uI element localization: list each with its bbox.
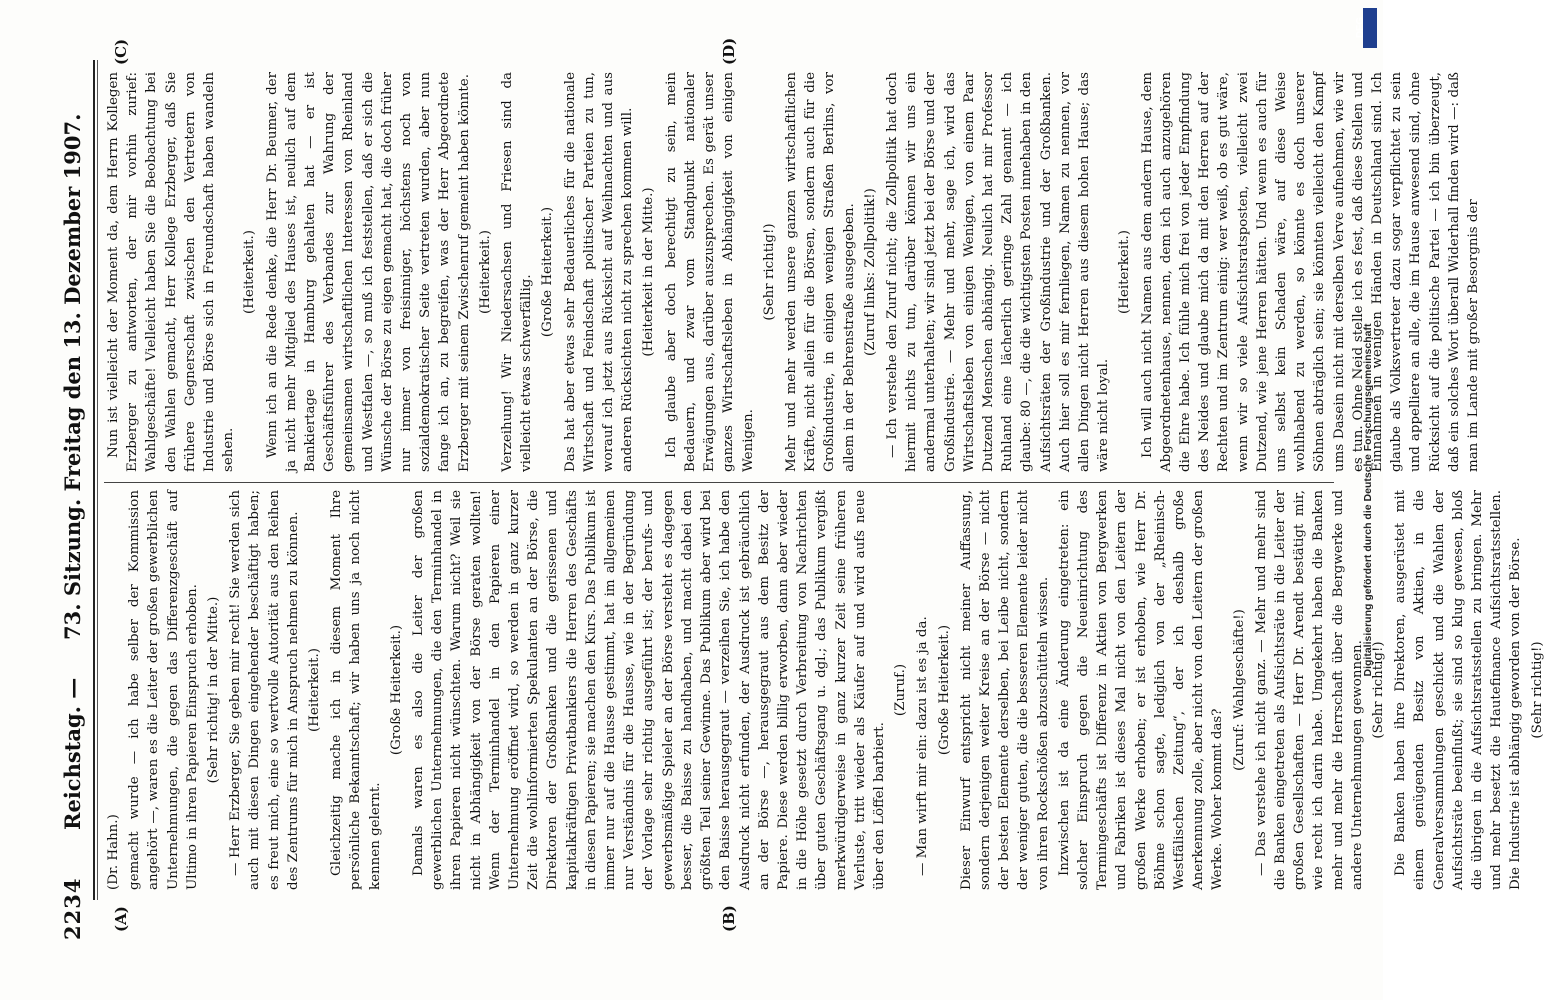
header-rule-thin	[97, 60, 98, 900]
paragraph: — Ich verstehe den Zuruf nicht; die Zollpolitik hat doch hiermit nichts zu tun, darüber können wir uns ein andermal unterhalten; wir sind jetzt bei der Börse und der Großindustrie. — Mehr und mehr, sage ich, wird das Wirtschaftsleben von einigen Wenigen, von einem Paar Dutzend Menschen abhängig. Neulich hat mir Professor Ruhland eine lächerlich geringe Zahl genannt — ich glaube: 80 —, die die wichtigsten Posten innehaben in den Aufsichtsräten der Großindustrie und der Großbanken. Auch hier soll es mir fernliegen, Namen zu nennen, vor allen Dingen nicht Herren aus diesem hohen Hause; das wäre nicht loyal.	[884, 72, 1112, 472]
paragraph: Nun ist vielleicht der Moment da, dem Herrn Kollegen Erzberger zu antworten, der mir vorhin zurief: Wahlgeschäfte! Vielleicht haben Sie die Beobachtung bei den Wahlen gemacht, Herr Kollege Erzberger, daß Sie frühere Gegnerschaft zwischen den Vertretern von Industrie und Börse sich in Freundschaft haben wandeln sehen.	[106, 72, 237, 472]
paragraph: Verzeihung! Wir Niedersachsen und Friesen sind da vielleicht etwas schwerfällig.	[500, 72, 535, 472]
paragraph: Mehr und mehr werden unsere ganzen wirtschaftlichen Kräfte, nicht allein für die Börsen, sondern auch für die Großindustrie, in einigen wenigen Straßen Berlins, vor allem in der Behrenstraße ausgegeben.	[783, 72, 857, 472]
paragraph: Das hat aber etwas sehr Bedauerliches für die nationale Wirtschaft und Feindschaft politischer Parteien zu tun, worauf ich jetzt aus Rücksicht auf Weihnachten und aus anderen Rücksichten nicht zu sprechen kommen will.	[562, 72, 636, 472]
paragraph: Die Banken haben ihre Direktoren, ausgerüstet mit einem genügenden Besitz von Aktien, in die Generalversammlungen geschickt und die Wahlen der Aufsichtsräte beeinflußt; sie sind so klug gewesen, bloß die übrigen in die Aufsichtsratsstellen zu bringen. Mehr und mehr besetzt die Hautefinance Aufsichtsratsstellen. Die Industrie ist abhängig geworden von der Börse.	[1393, 490, 1524, 890]
paragraph: Gleichzeitig mache ich in diesem Moment Ihre persönliche Bekanntschaft; wir haben uns ja noch nicht kennen gelernt.	[329, 490, 383, 890]
dfg-logo-text: DFG	[1355, 16, 1367, 39]
paragraph: — Das verstehe ich nicht ganz. — Mehr und mehr sind die Banken eingetreten als Aufsichtsräte in die Leiter der großen Gesellschaften — Herr Dr. Arendt bestätigt mir, wie recht ich darin habe. Umgekehrt haben die Banken mehr und mehr die Herrschaft über die Bergwerke und andere Unternehmungen gewonnen.	[1253, 490, 1365, 890]
paragraph: Ich will auch nicht Namen aus dem andern Hause, dem Abgeordnetenhause, nennen, dem ich auch anzugehören die Ehre habe. Ich fühle mich frei von jeder Empfindung des Neides und glaube mich da mit den Herren auf der Rechten und im Zentrum einig: wer weiß, ob es gut wäre, wenn wir so viele Aufsichtsratsposten, vielleicht zwei Dutzend, wie jene Herren hätten. Und wenn es auch für uns selbst kein Schaden wäre, auf diese Weise wohlhabend zu werden, so könnte es doch unserer Söhnen abträglich sein; sie könnten vielleicht den Kampf ums Dasein nicht mit derselben Verve aufnehmen, wie wir es tun. Ohne Neid stelle ich es fest, daß diese Stellen und Einnahmen in wenigen Händen in Deutschland sind. Ich glaube als Volksvertreter dazu sogar verpflichtet zu sein und appelliere an alle, die im Hause anwesend sind, ohne Rücksicht auf die politische Partei — ich bin überzeugt, daß ein solches Wort überall Widerhall finden wird —: daß man im Lande mit großer Besorgnis der	[1139, 72, 1482, 472]
digitization-credit: Digitalisierung gefördert durch die Deutsche Forschungsgemeinschaft	[1362, 323, 1374, 677]
interjection: (Heiterkeit.)	[1117, 230, 1133, 314]
interjection: (Sehr richtig!)	[1371, 641, 1386, 739]
paragraph: gemacht wurde — ich habe selber der Kommission angehört —, waren es die Leiter der großen gewerblichen Unternehmungen, die gegen das Differenzgeschäft auf Ultimo in ihren Papieren Einspruch erhoben.	[127, 490, 200, 890]
header-session-date: 73. Sitzung. Freitag den 13. Dezember 1907.	[60, 113, 85, 640]
page-number: 2234	[60, 877, 85, 940]
margin-mark-c: (C)	[112, 38, 130, 65]
interjection: (Zuruf links: Zollpolitik!)	[862, 188, 878, 356]
interjection: (Sehr richtig!)	[1529, 641, 1545, 739]
header-journal: Reichstag. —	[60, 677, 85, 830]
interjection: (Zuruf: Wahlgeschäfte!)	[1231, 609, 1247, 771]
margin-mark-b: (B)	[720, 905, 738, 932]
header-rule	[93, 60, 95, 900]
margin-mark-d: (D)	[720, 37, 738, 65]
paragraph: (Dr. Hahn.)	[106, 814, 121, 890]
interjection: (Sehr richtig! in der Mitte.)	[206, 596, 222, 784]
page-header	[52, 60, 92, 940]
interjection: (Große Heiterkeit.)	[388, 624, 404, 756]
interjection: (Zuruf.)	[893, 663, 909, 717]
paragraph: Wenn ich an die Rede denke, die Herr Dr. Beumer, der ja nicht mehr Mitglied des Hauses ist, neulich auf dem Bankiertage in Hamburg gehalten hat — er ist Geschäftsführer des Verbandes zur Wahrung der gemeinsamen wirtschaftlichen Interessen von Rheinland und Westfalen —, so muß ich feststellen, daß er sich die Wünsche der Börse zu eigen gemacht hat, die doch früher nur immer von freisinniger, höchstens noch von sozialdemokratischer Seite vertreten wurden, aber nun fange ich an, zu begreifen, was der Herr Abgeordnete Erzberger mit seinem Zwischenruf gemeint haben könnte.	[264, 72, 472, 472]
paragraph: — Herr Erzberger, Sie geben mir recht! Sie werden sich auch mit diesen Dingen eingehender beschäftigt haben; es freut mich, eine so wertvolle Autorität aus den Reihen des Zentrums für mich in Anspruch nehmen zu können.	[228, 490, 301, 890]
interjection: (Heiterkeit in der Mitte.)	[641, 187, 657, 357]
paragraph: — Man wirft mir ein: dazu ist es ja da.	[915, 616, 931, 876]
paragraph: Dieser Einwurf entspricht nicht meiner Auffassung, sondern derjenigen weiter Kreise an der Börse — nicht der besten Elemente derselben, bei Leibe nicht, sondern der weniger guten, die die besseren Elemente leider nicht von ihren Rockschößen abzuschütteln wissen.	[958, 490, 1051, 890]
interjection: (Große Heiterkeit.)	[936, 624, 952, 756]
interjection: (Heiterkeit.)	[307, 648, 323, 732]
right-text-column	[104, 72, 1482, 472]
paragraph: Damals waren es also die Leiter der großen gewerblichen Unternehmungen, die den Terminhandel in ihren Papieren nicht wünschten. Warum nicht? Weil sie nicht in Abhängigkeit von der Börse geraten wollten! Wenn der Terminhandel in den Papieren einer Unternehmung eröffnet wird, so werden in ganz kurzer Zeit die wohlinformierten Spekulanten an der Börse, die Direktoren der Großbanken und die gerissenen und kapitalkräftigen Privatbankiers die Herren des Geschäfts in diesen Papieren; sie machen den Kurs. Das Publikum ist immer nur auf die Hausse gestimmt, hat im allgemeinen nur Verständnis für die Hausse, wie in der Begründung der Vorlage sehr richtig ausgeführt ist; der berufs- und gewerbsmäßige Spieler an der Börse versteht es dagegen besser, die Baisse zu handhaben, und macht dabei den größten Teil seiner Gewinne. Das Publikum aber wird bei den Baisse herausgegraut — verzeihen Sie, ich habe den Ausdruck nicht erfunden, der Ausdruck ist gebräuchlich an der Börse —, herausgegraut aus dem Besitz der Papiere. Diese werden billig erworben, dann aber wieder in die Höhe gesetzt durch Verbreitung von Nachrichten über guten Geschäftsgang u. dgl.; das Publikum vergißt merkwürdigerweise in ganz kurzer Zeit seine früheren Verluste, tritt wieder als Käufer auf und wird aufs neue über den Löffel barbiert.	[411, 490, 887, 890]
interjection: (Heiterkeit.)	[242, 230, 258, 314]
interjection: (Heiterkeit.)	[477, 230, 493, 314]
interjection: (Große Heiterkeit.)	[540, 206, 556, 338]
margin-mark-a: (A)	[112, 906, 130, 932]
paragraph: Ich glaube aber doch berechtigt zu sein, mein Bedauern, und zwar vom Standpunkt nationaler Erwägungen aus, darüber auszusprechen. Es gerät unser ganzes Wirtschaftsleben in Abhängigkeit von einigen Wenigen.	[663, 72, 756, 472]
interjection: (Sehr richtig!)	[761, 223, 777, 321]
dfg-logo	[1355, 8, 1377, 48]
paragraph: Inzwischen ist da eine Änderung eingetreten: ein solcher Einspruch gegen die Neueinrichtung des Termingeschäfts ist Differenz in Aktien von Bergwerken und Fabriken ist dieses Mal nicht von den Leitern der großen Werke erhoben; er ist erhoben, wie Herr Dr. Böhme schon sagte, lediglich von der „Rheinisch-Westfälischen Zeitung“, der ich deshalb große Anerkennung zolle, aber nicht von den Leitern der großen Werke. Woher kommt das?	[1056, 490, 1226, 890]
column-divider	[104, 482, 1334, 483]
